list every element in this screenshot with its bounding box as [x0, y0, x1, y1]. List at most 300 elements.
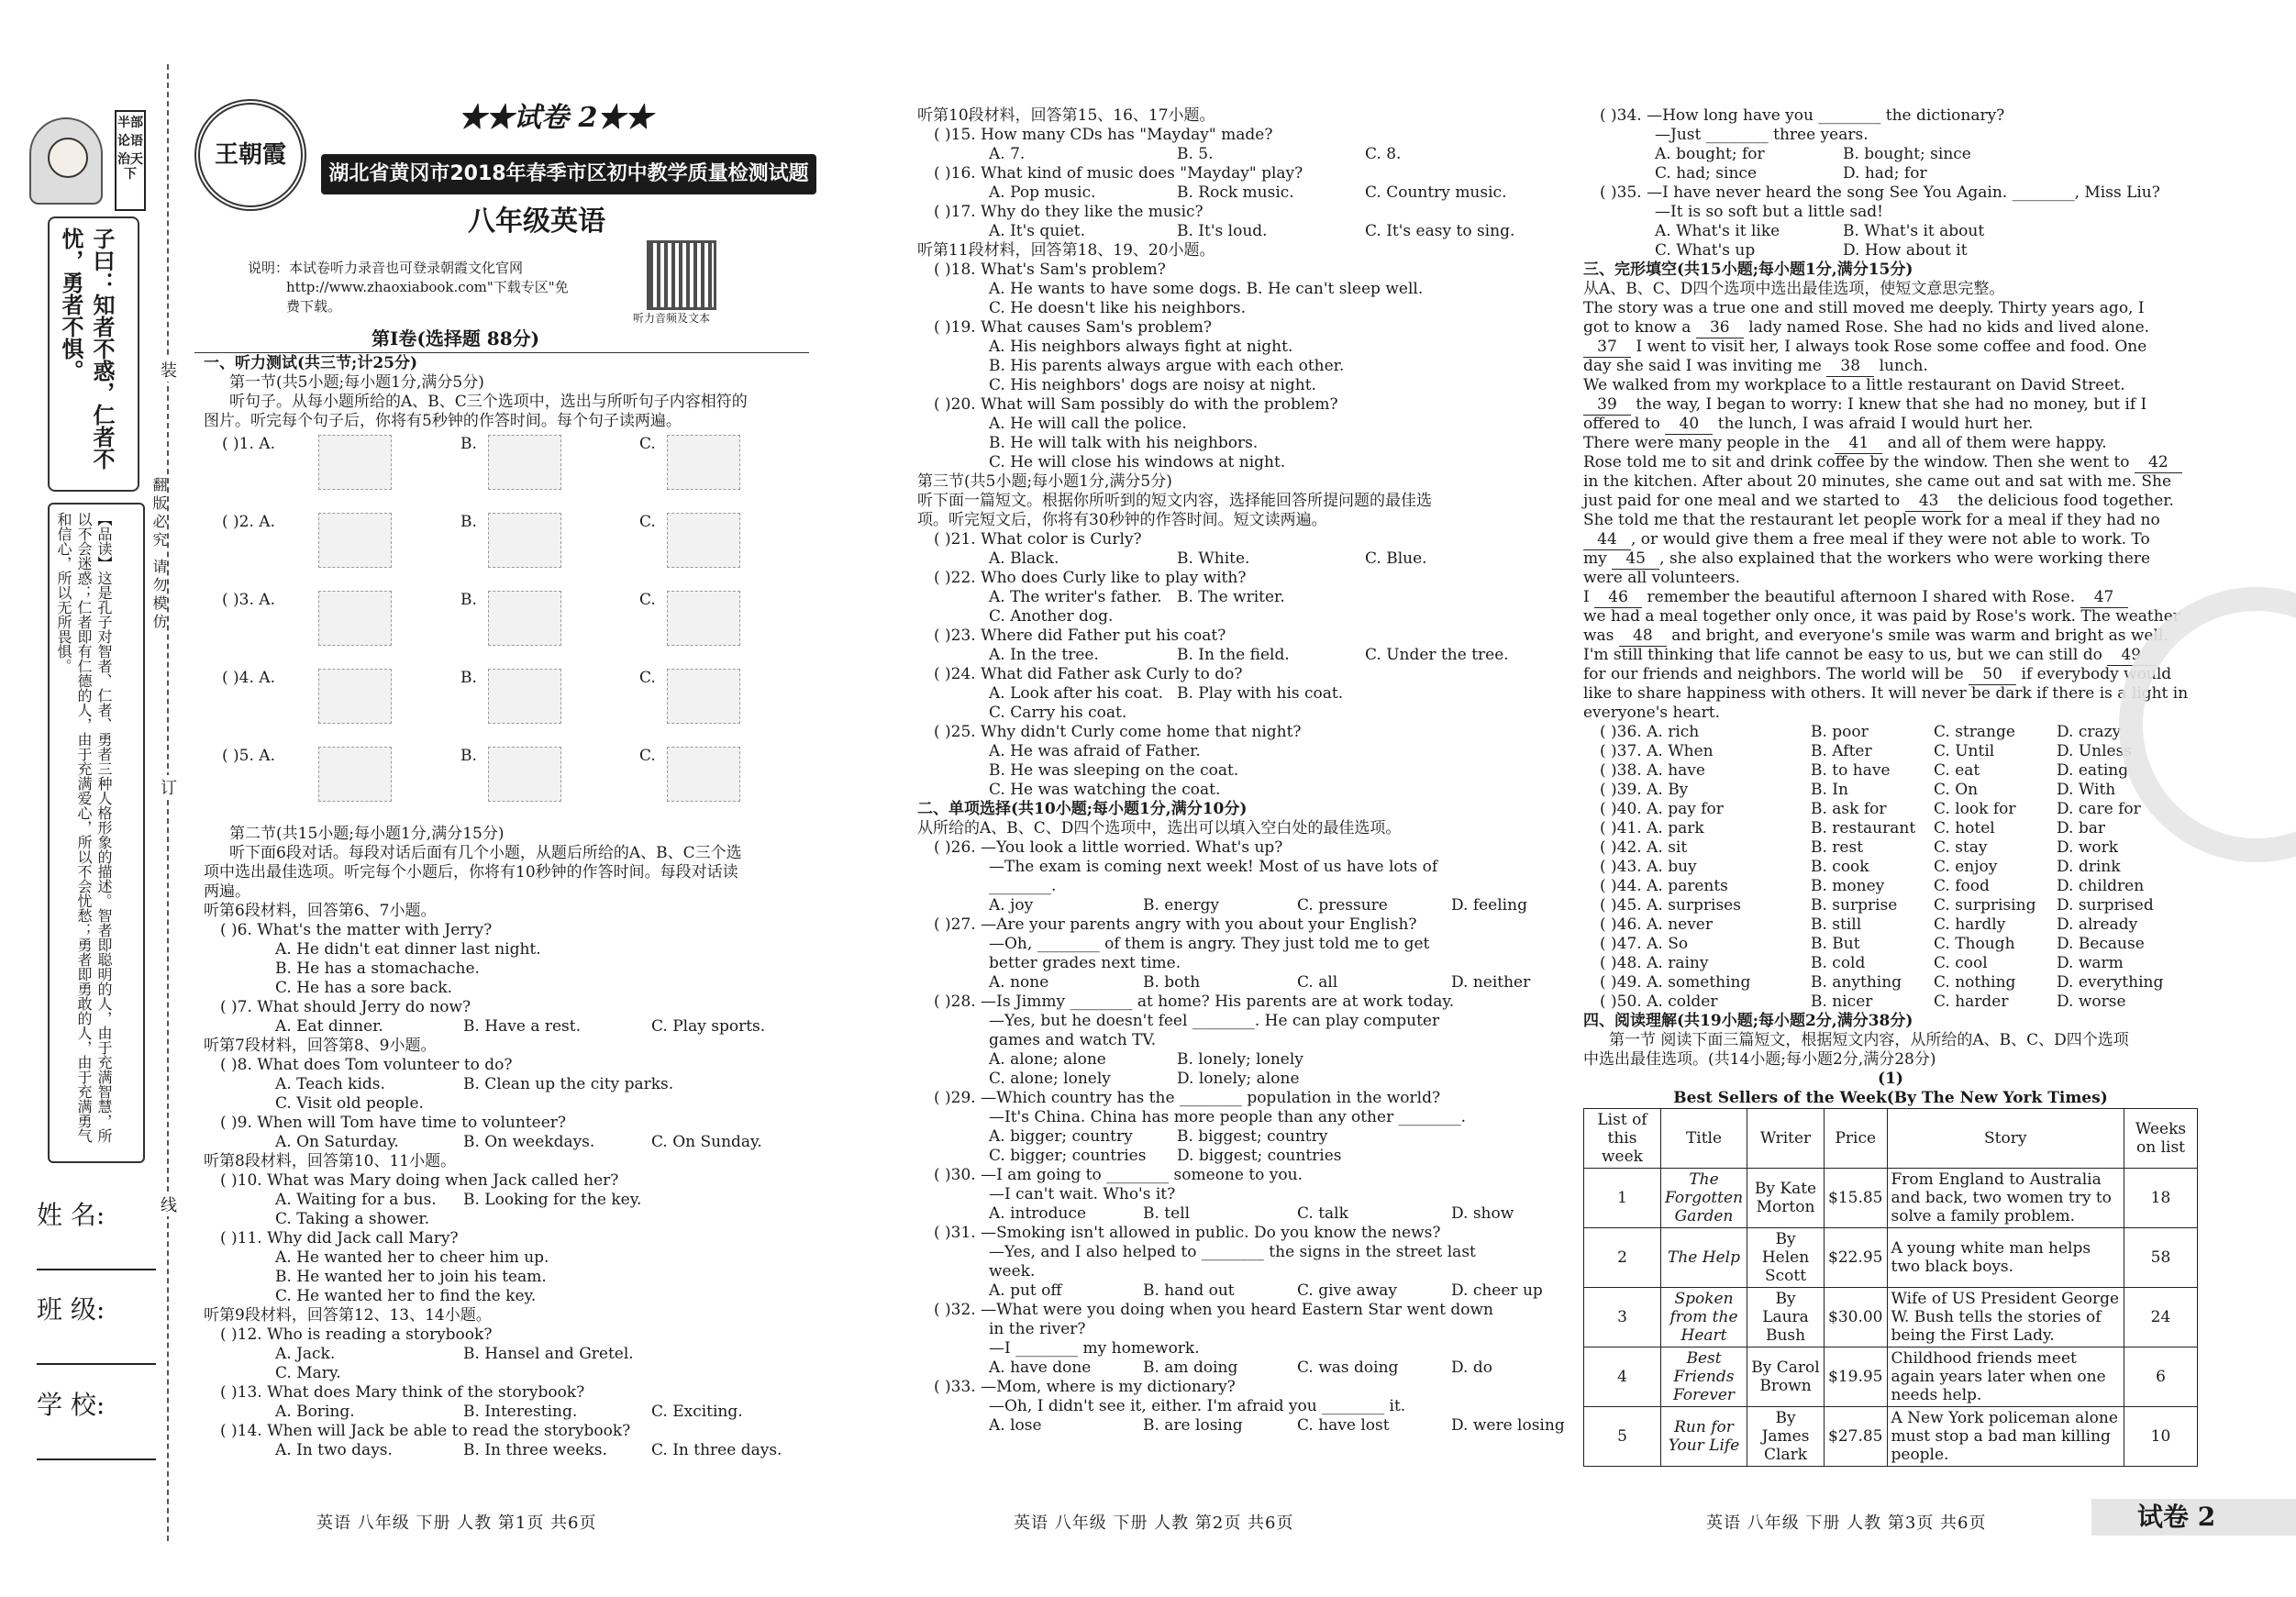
- option-choice[interactable]: B. After: [1811, 742, 1872, 760]
- option-choice[interactable]: ( )49. A. something: [1600, 973, 1751, 992]
- option-choice[interactable]: C. Under the tree.: [1365, 646, 1509, 664]
- answer-option: C. Mary.: [275, 1364, 341, 1382]
- option-choice[interactable]: C. Play sports.: [651, 1017, 766, 1036]
- answer-option: A. He wants to have some dogs. B. He can't sleep well.: [989, 280, 1424, 298]
- option-choice[interactable]: C. enjoy: [1934, 858, 1998, 876]
- option-choice[interactable]: B. In three weeks.: [463, 1441, 607, 1459]
- option-choice[interactable]: A. On Saturday.: [275, 1133, 399, 1151]
- answer-option: —I can't wait. Who's it?: [989, 1185, 1176, 1203]
- instruction-line: 项。听完短文后，你将有30秒钟的作答时间。短文读两遍。: [917, 511, 1327, 529]
- option-choice[interactable]: C. Blue.: [1365, 549, 1427, 568]
- option-choice[interactable]: C. talk: [1297, 1204, 1348, 1223]
- option-a-image[interactable]: [318, 591, 392, 646]
- option-choice[interactable]: D. bar: [2057, 819, 2105, 837]
- option-b-image[interactable]: [488, 669, 561, 724]
- cloze-option-row: [1583, 819, 2198, 838]
- question-stem: ( )14. When will Jack be able to read the storybook?: [220, 1422, 631, 1440]
- instruction-line: 听第10段材料，回答第15、16、17小题。: [917, 106, 1215, 125]
- cloze-line: There were many people in the 41 and all of them were happy.: [1583, 434, 2107, 452]
- instruction-line: 听第6段材料，回答第6、7小题。: [204, 902, 437, 920]
- answer-option: [917, 1147, 1504, 1166]
- cloze-option-row: [1583, 838, 2198, 858]
- option-b-image[interactable]: [488, 591, 561, 646]
- option-choice[interactable]: ( )48. A. rainy: [1600, 954, 1709, 972]
- cloze-options: [1583, 723, 2198, 1012]
- option-choice[interactable]: B. But: [1811, 935, 1860, 953]
- name-field[interactable]: [37, 1197, 156, 1270]
- option-choice[interactable]: C. Until: [1934, 742, 1995, 760]
- cloze-option-row: [1583, 954, 2198, 973]
- table-title: Best Sellers of the Week(By The New York Times): [1673, 1089, 2108, 1107]
- option-choice[interactable]: B. cold: [1811, 954, 1866, 972]
- answer-option: C. He doesn't like his neighbors.: [989, 299, 1247, 317]
- option-choice[interactable]: B. are losing: [1143, 1416, 1243, 1435]
- question-stem: ( )31. —Smoking isn't allowed in public. Do you know the news?: [934, 1224, 1441, 1242]
- cloze-line: The story was a true one and still moved me deeply. Thirty years ago, I: [1583, 299, 2145, 317]
- note-line: http://www.zhaoxiabook.com"下载专区"免: [286, 279, 569, 295]
- answer-option: C. He wanted her to find the key.: [275, 1287, 537, 1305]
- option-choice[interactable]: C. had; since: [1655, 164, 1757, 183]
- option-choice[interactable]: C. 8.: [1365, 145, 1402, 163]
- option-choice[interactable]: A. Waiting for a bus.: [275, 1191, 437, 1209]
- option-choice[interactable]: ( )46. A. never: [1600, 915, 1713, 934]
- cloze-line: was 48 and bright, and everyone's smile was warm and bright as well.: [1583, 627, 2168, 645]
- instruction-line: 听下面一篇短文。根据你所听到的短文内容，选择能回答所提问题的最佳选: [917, 492, 1432, 510]
- answer-option: [1583, 164, 2198, 183]
- option-choice[interactable]: B. nicer: [1811, 993, 1873, 1011]
- option-a-image[interactable]: [318, 513, 392, 568]
- option-choice[interactable]: A. put off: [989, 1281, 1062, 1300]
- option-choice[interactable]: B. On weekdays.: [463, 1133, 595, 1151]
- option-choice[interactable]: B. ask for: [1811, 800, 1887, 818]
- option-choice[interactable]: A. 7.: [989, 145, 1026, 163]
- qr-caption: 听力音频及文本: [633, 312, 711, 325]
- section-heading: 二、单项选择(共10小题;每小题1分,满分10分): [917, 800, 1248, 818]
- answer-option: better grades next time.: [989, 954, 1181, 972]
- instruction-line: 听第9段材料，回答第12、13、14小题。: [204, 1306, 492, 1325]
- option-c-image[interactable]: [667, 435, 740, 490]
- answer-option: C. He has a sore back.: [275, 979, 453, 997]
- cloze-passage: [1583, 299, 2198, 723]
- table-cell: $22.95: [1825, 1228, 1887, 1288]
- option-choice[interactable]: B. rest: [1811, 838, 1864, 857]
- option-choice[interactable]: C. hardly: [1934, 915, 2006, 934]
- answer-option: C. He was watching the coat.: [989, 781, 1221, 799]
- option-choice[interactable]: C. On: [1934, 781, 1979, 799]
- instructions: 项中选出最佳选项。听完每个小题后，你将有10秒钟的作答时间。每段对话读: [204, 863, 738, 882]
- cloze-line: for our friends and neighbors. The world will be 50 if everybody would: [1583, 665, 2172, 683]
- option-choice[interactable]: C. Though: [1934, 935, 2015, 953]
- option-choice[interactable]: C. It's easy to sing.: [1365, 222, 1515, 240]
- answer-option: —Yes, but he doesn't feel ________. He can play computer: [989, 1012, 1440, 1030]
- option-choice[interactable]: C. hotel: [1934, 819, 1995, 837]
- option-choice[interactable]: ( )50. A. colder: [1600, 993, 1718, 1011]
- option-choice[interactable]: D. warm: [2057, 954, 2124, 972]
- option-choice[interactable]: A. It's quiet.: [989, 222, 1085, 240]
- option-choice[interactable]: B. still: [1811, 915, 1862, 934]
- cloze-blank[interactable]: 49: [2107, 646, 2155, 666]
- answer-option: A. He didn't eat dinner last night.: [275, 940, 541, 959]
- cloze-blank[interactable]: 36: [1696, 318, 1744, 338]
- table-cell: $27.85: [1825, 1407, 1887, 1467]
- school-field[interactable]: [37, 1387, 156, 1460]
- question-list: [1583, 106, 2198, 299]
- answer-option: [917, 646, 1509, 665]
- option-choice[interactable]: B. to have: [1811, 761, 1891, 780]
- option-a-image[interactable]: [318, 435, 392, 490]
- option-choice[interactable]: B. poor: [1811, 723, 1869, 741]
- option-choice[interactable]: C. cool: [1934, 954, 1988, 972]
- option-choice[interactable]: C. On Sunday.: [651, 1133, 762, 1151]
- question-stem: ( )20. What will Sam possibly do with the problem?: [934, 395, 1338, 414]
- option-choice[interactable]: C. surprising: [1934, 896, 2036, 915]
- cloze-blank[interactable]: 44: [1583, 530, 1631, 550]
- answer-option: C. Visit old people.: [275, 1094, 424, 1113]
- answer-option: week.: [989, 1262, 1036, 1281]
- option-choice[interactable]: B. tell: [1143, 1204, 1191, 1223]
- option-b-label: B.: [460, 591, 477, 609]
- option-choice[interactable]: B. Play with his coat.: [1177, 684, 1344, 703]
- option-choice[interactable]: D. surprised: [2057, 896, 2154, 915]
- table-row: [1584, 1347, 2198, 1407]
- option-choice[interactable]: ( )44. A. parents: [1600, 877, 1728, 895]
- class-field[interactable]: [37, 1292, 156, 1365]
- answer-option: —It's China. China has more people than any other ________.: [989, 1108, 1467, 1126]
- cloze-line: just paid for one meal and we started to 43 the delicious food together.: [1583, 492, 2174, 510]
- question-stem: ( )24. What did Father ask Curly to do?: [934, 665, 1243, 683]
- question-stem: ( )13. What does Mary think of the storybook?: [220, 1383, 585, 1402]
- table-cell: $19.95: [1825, 1347, 1887, 1407]
- option-choice[interactable]: C. alone; lonely: [989, 1070, 1111, 1088]
- part1-rule: [194, 352, 809, 353]
- option-choice[interactable]: D. care for: [2057, 800, 2141, 818]
- question-stem: ( )22. Who does Curly like to play with?: [934, 569, 1247, 587]
- school-label: 学 校:: [37, 1390, 105, 1420]
- option-choice[interactable]: D. show: [1451, 1204, 1514, 1223]
- option-choice[interactable]: C. stay: [1934, 838, 1988, 857]
- cloze-blank[interactable]: 50: [1969, 665, 2016, 685]
- cloze-blank[interactable]: 43: [1905, 492, 1953, 512]
- question-stem: ( )26. —You look a little worried. What's up?: [934, 838, 1283, 857]
- star-icon: ★★: [459, 102, 514, 134]
- option-c-image[interactable]: [667, 513, 740, 568]
- option-choice[interactable]: C. strange: [1934, 723, 2015, 741]
- option-choice[interactable]: B. restaurant: [1811, 819, 1916, 837]
- option-choice[interactable]: C. Country music.: [1365, 183, 1507, 202]
- option-choice[interactable]: D. lonely; alone: [1177, 1070, 1300, 1088]
- cloze-line: my 45 , she also explained that the workers who were working there: [1583, 549, 2151, 568]
- answer-option: C. Another dog.: [989, 607, 1114, 626]
- option-choice[interactable]: A. What's it like: [1655, 222, 1780, 240]
- option-choice[interactable]: ( )43. A. buy: [1600, 858, 1697, 876]
- option-b-image[interactable]: [488, 435, 561, 490]
- answer-option: A. He wanted her to cheer him up.: [275, 1248, 549, 1267]
- answer-option: C. He will close his windows at night.: [989, 453, 1286, 471]
- option-b-image[interactable]: [488, 747, 561, 802]
- cloze-blank[interactable]: 37: [1583, 338, 1631, 358]
- sub-heading: 第二节(共15小题;每小题1分,满分15分): [229, 825, 505, 843]
- instructions: 听句子。从每小题所给的A、B、C三个选项中，选出与所听句子内容相符的: [229, 393, 748, 411]
- option-choice[interactable]: ( )42. A. sit: [1600, 838, 1688, 857]
- cloze-blank[interactable]: 42: [2135, 453, 2182, 473]
- option-choice[interactable]: C. have lost: [1297, 1416, 1390, 1435]
- instructions: 第一节 阅读下面三篇短文，根据短文内容，从所给的A、B、C、D四个选项: [1609, 1031, 2129, 1049]
- option-choice[interactable]: A. joy: [989, 896, 1034, 915]
- option-choice[interactable]: B. am doing: [1143, 1359, 1238, 1377]
- option-choice[interactable]: D. work: [2057, 838, 2119, 857]
- cloze-blank[interactable]: 46: [1594, 588, 1642, 608]
- column-2: [917, 106, 1565, 1436]
- option-b-label: B.: [460, 747, 477, 765]
- option-choice[interactable]: C. all: [1297, 973, 1338, 992]
- option-choice[interactable]: ( )36. A. rich: [1600, 723, 1700, 741]
- answer-option: [917, 684, 1504, 704]
- option-c-image[interactable]: [667, 591, 740, 646]
- option-c-image[interactable]: [667, 747, 740, 802]
- option-choice[interactable]: B. money: [1811, 877, 1885, 895]
- question-number: ( )5. A.: [222, 747, 275, 765]
- option-choice[interactable]: B. What's it about: [1843, 222, 1985, 240]
- option-choice[interactable]: D. eating: [2057, 761, 2129, 780]
- option-choice[interactable]: ( )39. A. By: [1600, 781, 1689, 799]
- option-choice[interactable]: B. both: [1143, 973, 1201, 992]
- answer-option: [917, 1416, 1565, 1436]
- table-row: [1584, 1407, 2198, 1467]
- option-choice[interactable]: A. In two days.: [275, 1441, 393, 1459]
- question-stem: ( )18. What's Sam's problem?: [934, 261, 1166, 279]
- option-choice[interactable]: A. Black.: [989, 549, 1059, 568]
- table-cell: By James Clark: [1747, 1407, 1825, 1467]
- option-choice[interactable]: C. harder: [1934, 993, 2009, 1011]
- option-choice[interactable]: D. Unless: [2057, 742, 2133, 760]
- option-choice[interactable]: D. With: [2057, 781, 2116, 799]
- cloze-blank[interactable]: 38: [1826, 357, 1874, 377]
- cloze-option-row: [1583, 935, 2198, 954]
- question-number: ( )1. A.: [222, 435, 275, 453]
- best-sellers-table: [1583, 1108, 2198, 1467]
- option-choice[interactable]: D. were losing: [1451, 1416, 1565, 1435]
- option-a-image[interactable]: [318, 669, 392, 724]
- question-stem: ( )33. —Mom, where is my dictionary?: [934, 1378, 1236, 1396]
- cloze-line: got to know a 36 lady named Rose. She had no kids and lived alone.: [1583, 318, 2150, 337]
- option-choice[interactable]: B. energy: [1143, 896, 1219, 915]
- option-choice[interactable]: C. look for: [1934, 800, 2016, 818]
- answer-option: [917, 1127, 1504, 1147]
- option-c-label: C.: [639, 669, 656, 687]
- option-choice[interactable]: A. Eat dinner.: [275, 1017, 383, 1036]
- option-choice[interactable]: D. neither: [1451, 973, 1531, 992]
- option-c-label: C.: [639, 435, 656, 453]
- option-choice[interactable]: B. Interesting.: [463, 1403, 578, 1421]
- exam-title-bar: [321, 154, 816, 194]
- option-c-image[interactable]: [667, 669, 740, 724]
- option-choice[interactable]: ( )37. A. When: [1600, 742, 1714, 760]
- question-stem: ( )34. —How long have you ________ the dictionary?: [1600, 106, 2005, 125]
- option-choice[interactable]: A. The writer's father.: [989, 588, 1162, 606]
- option-choice[interactable]: B. Have a rest.: [463, 1017, 582, 1036]
- option-choice[interactable]: C. bigger; countries: [989, 1147, 1147, 1165]
- exam-number: ★★试卷 2★★: [459, 102, 653, 134]
- sub-heading: 第一节(共5小题;每小题1分,满分5分): [229, 373, 484, 392]
- option-choice[interactable]: D. had; for: [1843, 164, 1927, 183]
- option-choice[interactable]: B. Clean up the city parks.: [463, 1075, 674, 1093]
- option-choice[interactable]: B. 5.: [1177, 145, 1214, 163]
- answer-option: [204, 1191, 809, 1210]
- table-cell: 18: [2124, 1169, 2198, 1228]
- option-choice[interactable]: C. pressure: [1297, 896, 1388, 915]
- answer-option: [917, 896, 1527, 915]
- option-choice[interactable]: A. introduce: [989, 1204, 1087, 1223]
- question-stem: ( )17. Why do they like the music?: [934, 203, 1203, 221]
- question-list: [917, 106, 1565, 1436]
- option-choice[interactable]: ( )40. A. pay for: [1600, 800, 1724, 818]
- question-stem: ( )11. Why did Jack call Mary?: [220, 1229, 459, 1248]
- option-choice[interactable]: A. have done: [989, 1359, 1092, 1377]
- answer-option: —Just ________ three years.: [1655, 126, 1869, 144]
- answer-option: [917, 1281, 1543, 1301]
- cloze-line: She told me that the restaurant let people work for a meal if they had no: [1583, 511, 2160, 529]
- cloze-option-row: [1583, 915, 2198, 935]
- option-choice[interactable]: ( )45. A. surprises: [1600, 896, 1741, 915]
- picture-row: [204, 591, 809, 669]
- option-choice[interactable]: B. Looking for the key.: [463, 1191, 642, 1209]
- question-stem: ( )16. What kind of music does "Mayday" play?: [934, 164, 1303, 183]
- cloze-line: everyone's heart.: [1583, 704, 1721, 722]
- option-choice[interactable]: A. In the tree.: [989, 646, 1099, 664]
- option-choice[interactable]: D. already: [2057, 915, 2138, 934]
- option-choice[interactable]: B. Hansel and Gretel.: [463, 1345, 634, 1363]
- option-choice[interactable]: A. none: [989, 973, 1049, 992]
- option-choice[interactable]: D. everything: [2057, 973, 2164, 992]
- table-cell: 1: [1584, 1169, 1661, 1228]
- dash-label-1: 装: [158, 358, 177, 382]
- option-a-image[interactable]: [318, 747, 392, 802]
- section-heading: 一、听力测试(共三节;计25分): [204, 354, 418, 372]
- option-choice[interactable]: B. In: [1811, 781, 1848, 799]
- option-choice[interactable]: D. How about it: [1843, 241, 1968, 260]
- option-b-image[interactable]: [488, 513, 561, 568]
- table-cell: The Forgotten Garden: [1661, 1169, 1747, 1228]
- star-icon: ★★: [597, 102, 653, 134]
- option-choice[interactable]: ( )41. A. park: [1600, 819, 1704, 837]
- option-choice[interactable]: B. surprise: [1811, 896, 1898, 915]
- instruction-line: 第三节(共5小题;每小题1分,满分5分): [917, 472, 1172, 491]
- answer-option: [917, 1204, 1514, 1224]
- cloze-blank[interactable]: 45: [1612, 549, 1659, 570]
- option-choice[interactable]: B. In the field.: [1177, 646, 1290, 664]
- option-choice[interactable]: C. food: [1934, 877, 1990, 895]
- option-choice[interactable]: B. bought; since: [1843, 145, 1971, 163]
- question-stem: ( )9. When will Tom have time to volunteer?: [220, 1114, 567, 1132]
- option-choice[interactable]: C. give away: [1297, 1281, 1398, 1300]
- qr-code[interactable]: [647, 240, 716, 310]
- option-choice[interactable]: ( )38. A. have: [1600, 761, 1705, 780]
- cloze-blank[interactable]: 48: [1619, 627, 1667, 647]
- option-choice[interactable]: B. Rock music.: [1177, 183, 1294, 202]
- option-choice[interactable]: D. drink: [2057, 858, 2121, 876]
- option-choice[interactable]: B. cook: [1811, 858, 1869, 876]
- table-header-cell: Weeks on list: [2124, 1109, 2198, 1169]
- option-choice[interactable]: C. eat: [1934, 761, 1980, 780]
- instructions: 图片。听完每个句子后，你将有5秒钟的作答时间。每个句子读两遍。: [204, 412, 682, 430]
- option-choice[interactable]: B. lonely; lonely: [1177, 1050, 1303, 1069]
- cloze-blank[interactable]: 40: [1665, 415, 1713, 435]
- question-stem: ( )6. What's the matter with Jerry?: [220, 921, 493, 939]
- table-cell: A New York policeman alone must stop a bad man killing people.: [1887, 1407, 2124, 1467]
- answer-option: [204, 1403, 809, 1422]
- answer-option: A. He was afraid of Father.: [989, 742, 1201, 760]
- cloze-blank[interactable]: 41: [1835, 434, 1882, 454]
- option-choice[interactable]: B. White.: [1177, 549, 1250, 568]
- option-choice[interactable]: B. hand out: [1143, 1281, 1235, 1300]
- option-choice[interactable]: D. children: [2057, 877, 2145, 895]
- option-choice[interactable]: A. Look after his coat.: [989, 684, 1164, 703]
- option-choice[interactable]: D. worse: [2057, 993, 2126, 1011]
- option-choice[interactable]: ( )47. A. So: [1600, 935, 1689, 953]
- question-stem: ( )25. Why didn't Curly come home that night?: [934, 723, 1302, 741]
- cloze-blank[interactable]: 47: [2080, 588, 2128, 608]
- option-choice[interactable]: D. cheer up: [1451, 1281, 1543, 1300]
- option-choice[interactable]: A. Jack.: [275, 1345, 336, 1363]
- option-choice[interactable]: B. anything: [1811, 973, 1902, 992]
- option-choice[interactable]: B. The writer.: [1177, 588, 1285, 606]
- option-choice[interactable]: D. feeling: [1451, 896, 1527, 915]
- cloze-option-row: [1583, 973, 2198, 993]
- option-choice[interactable]: A. bought; for: [1655, 145, 1765, 163]
- option-choice[interactable]: C. was doing: [1297, 1359, 1399, 1377]
- option-choice[interactable]: D. Because: [2057, 935, 2145, 953]
- option-choice[interactable]: D. do: [1451, 1359, 1492, 1377]
- option-choice[interactable]: A. bigger; country: [989, 1127, 1133, 1146]
- note-block: [248, 259, 569, 316]
- confucius-avatar: [29, 117, 103, 205]
- badge-box: [115, 110, 146, 211]
- cloze-line: 44 , or would give them a free meal if they were not able to work. To: [1583, 530, 2198, 549]
- question-number: ( )2. A.: [222, 513, 275, 531]
- option-choice[interactable]: C. In three days.: [651, 1441, 782, 1459]
- option-choice[interactable]: B. It's loud.: [1177, 222, 1268, 240]
- answer-option: —Oh, I didn't see it, either. I'm afraid you ________ it.: [989, 1397, 1406, 1415]
- instruction-line: 从所给的A、B、C、D四个选项中，选出可以填入空白处的最佳选项。: [917, 819, 1402, 837]
- option-choice[interactable]: A. Pop music.: [989, 183, 1096, 202]
- answer-option: A. He will call the police.: [989, 415, 1187, 433]
- answer-option: B. He will talk with his neighbors.: [989, 434, 1259, 452]
- option-c-label: C.: [639, 513, 656, 531]
- option-choice[interactable]: D. crazy: [2057, 723, 2122, 741]
- dash-label-3: 线: [158, 1192, 177, 1216]
- option-choice[interactable]: A. lose: [989, 1416, 1042, 1435]
- cloze-line: I'm still thinking that life cannot be easy to us, but we can still do 49: [1583, 646, 2198, 665]
- option-choice[interactable]: B. biggest; country: [1177, 1127, 1328, 1146]
- option-choice[interactable]: A. alone; alone: [989, 1050, 1106, 1069]
- question-stem: ( )28. —Is Jimmy ________ at home? His parents are at work today.: [934, 993, 1455, 1011]
- option-choice[interactable]: A. Boring.: [275, 1403, 355, 1421]
- option-choice[interactable]: C. What's up: [1655, 241, 1756, 260]
- table-cell: 3: [1584, 1288, 1661, 1347]
- section-heading: 四、阅读理解(共19小题;每小题2分,满分38分): [1583, 1012, 1913, 1030]
- question-stem: ( )29. —Which country has the ________ population in the world?: [934, 1089, 1441, 1107]
- question-stem: ( )12. Who is reading a storybook?: [220, 1325, 493, 1344]
- option-choice[interactable]: C. Exciting.: [651, 1403, 743, 1421]
- question-stem: ( )19. What causes Sam's problem?: [934, 318, 1212, 337]
- cloze-blank[interactable]: 39: [1583, 395, 1631, 416]
- column-3: [1583, 106, 2198, 1467]
- option-choice[interactable]: A. Teach kids.: [275, 1075, 385, 1093]
- option-choice[interactable]: D. biggest; countries: [1177, 1147, 1342, 1165]
- picture-row: [204, 669, 809, 747]
- question-stem: ( )21. What color is Curly?: [934, 530, 1142, 549]
- option-choice[interactable]: C. nothing: [1934, 973, 2016, 992]
